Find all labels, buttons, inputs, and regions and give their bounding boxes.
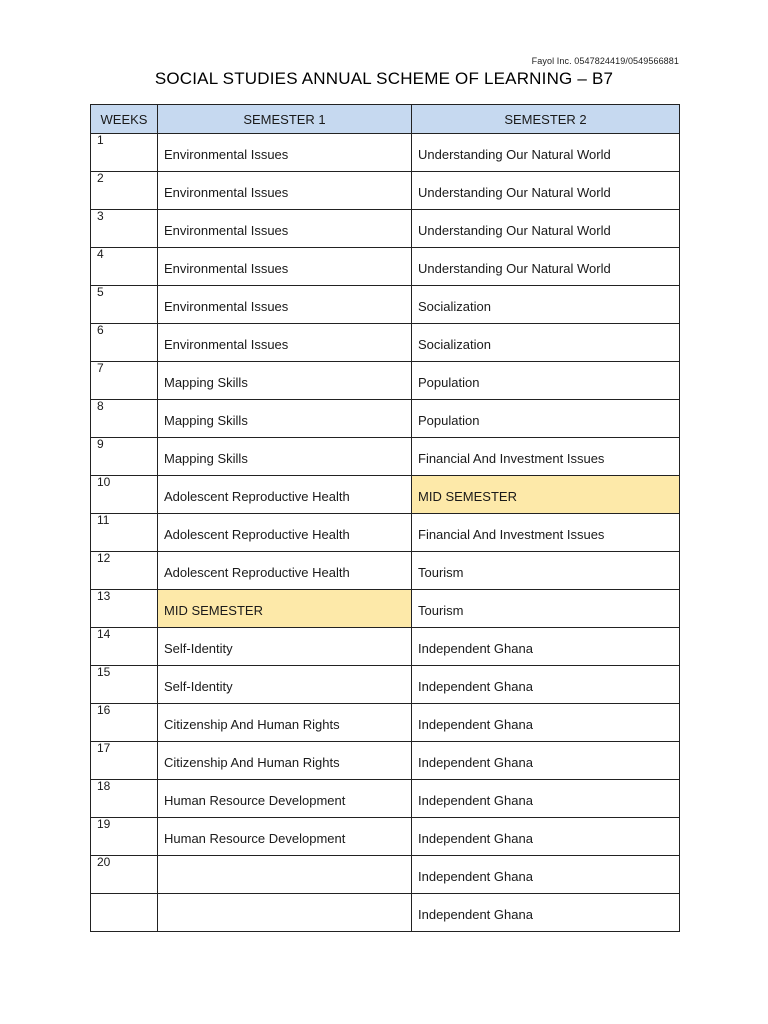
table-row bbox=[91, 666, 680, 704]
table-row bbox=[91, 742, 680, 780]
week-number-cell: 1 bbox=[91, 134, 158, 172]
semester-1-topic-cell bbox=[158, 856, 412, 894]
week-number-cell: 3 bbox=[91, 210, 158, 248]
column-header-weeks: WEEKS bbox=[91, 105, 158, 134]
week-number-cell: 14 bbox=[91, 628, 158, 666]
week-number-cell: 7 bbox=[91, 362, 158, 400]
week-number-cell: 19 bbox=[91, 818, 158, 856]
week-number-cell: 10 bbox=[91, 476, 158, 514]
week-number-cell bbox=[91, 894, 158, 932]
semester-1-topic-cell: Mapping Skills bbox=[158, 400, 412, 438]
scheme-table bbox=[90, 104, 680, 932]
semester-2-topic-cell: Tourism bbox=[412, 552, 680, 590]
semester-2-topic-cell: Understanding Our Natural World bbox=[412, 134, 680, 172]
table-row bbox=[91, 590, 680, 628]
semester-2-mid-semester-cell: MID SEMESTER bbox=[412, 476, 680, 514]
semester-2-topic-cell: Understanding Our Natural World bbox=[412, 210, 680, 248]
semester-2-topic-cell: Independent Ghana bbox=[412, 894, 680, 932]
week-number-cell: 12 bbox=[91, 552, 158, 590]
table-row bbox=[91, 704, 680, 742]
semester-1-topic-cell: Mapping Skills bbox=[158, 438, 412, 476]
semester-2-topic-cell: Independent Ghana bbox=[412, 666, 680, 704]
header-row bbox=[91, 105, 680, 134]
week-number-cell: 13 bbox=[91, 590, 158, 628]
column-header-semester-1: SEMESTER 1 bbox=[158, 105, 412, 134]
table-row bbox=[91, 362, 680, 400]
table-row bbox=[91, 438, 680, 476]
semester-1-topic-cell: Self-Identity bbox=[158, 628, 412, 666]
table-row bbox=[91, 818, 680, 856]
semester-1-topic-cell: Adolescent Reproductive Health bbox=[158, 476, 412, 514]
week-number-cell: 5 bbox=[91, 286, 158, 324]
semester-1-topic-cell: Environmental Issues bbox=[158, 286, 412, 324]
table-row bbox=[91, 400, 680, 438]
table-row bbox=[91, 514, 680, 552]
table-row bbox=[91, 894, 680, 932]
semester-1-topic-cell: Self-Identity bbox=[158, 666, 412, 704]
table-row bbox=[91, 324, 680, 362]
week-number-cell: 6 bbox=[91, 324, 158, 362]
semester-1-topic-cell: Mapping Skills bbox=[158, 362, 412, 400]
semester-2-topic-cell: Independent Ghana bbox=[412, 628, 680, 666]
semester-1-topic-cell: Citizenship And Human Rights bbox=[158, 704, 412, 742]
semester-1-topic-cell: Environmental Issues bbox=[158, 248, 412, 286]
semester-1-topic-cell: Environmental Issues bbox=[158, 134, 412, 172]
week-number-cell: 15 bbox=[91, 666, 158, 704]
table-row bbox=[91, 780, 680, 818]
table-row bbox=[91, 286, 680, 324]
table-row bbox=[91, 552, 680, 590]
table-row bbox=[91, 210, 680, 248]
semester-2-topic-cell: Population bbox=[412, 400, 680, 438]
semester-1-topic-cell: Environmental Issues bbox=[158, 324, 412, 362]
table-header bbox=[91, 105, 680, 134]
semester-1-topic-cell: Environmental Issues bbox=[158, 172, 412, 210]
week-number-cell: 4 bbox=[91, 248, 158, 286]
semester-2-topic-cell: Financial And Investment Issues bbox=[412, 438, 680, 476]
semester-2-topic-cell: Socialization bbox=[412, 324, 680, 362]
semester-1-topic-cell: Adolescent Reproductive Health bbox=[158, 552, 412, 590]
semester-2-topic-cell: Independent Ghana bbox=[412, 780, 680, 818]
semester-2-topic-cell: Understanding Our Natural World bbox=[412, 248, 680, 286]
page-title: SOCIAL STUDIES ANNUAL SCHEME OF LEARNING – B7 bbox=[154, 69, 614, 88]
week-number-cell: 8 bbox=[91, 400, 158, 438]
table-row bbox=[91, 856, 680, 894]
semester-1-topic-cell bbox=[158, 894, 412, 932]
semester-1-topic-cell: Adolescent Reproductive Health bbox=[158, 514, 412, 552]
table-body bbox=[91, 134, 680, 932]
table-row bbox=[91, 628, 680, 666]
semester-2-topic-cell: Independent Ghana bbox=[412, 818, 680, 856]
week-number-cell: 18 bbox=[91, 780, 158, 818]
semester-2-topic-cell: Socialization bbox=[412, 286, 680, 324]
week-number-cell: 11 bbox=[91, 514, 158, 552]
semester-2-topic-cell: Population bbox=[412, 362, 680, 400]
column-header-semester-2: SEMESTER 2 bbox=[412, 105, 680, 134]
semester-1-topic-cell: Citizenship And Human Rights bbox=[158, 742, 412, 780]
semester-2-topic-cell: Independent Ghana bbox=[412, 704, 680, 742]
semester-1-topic-cell: Human Resource Development bbox=[158, 780, 412, 818]
week-number-cell: 17 bbox=[91, 742, 158, 780]
semester-2-topic-cell: Financial And Investment Issues bbox=[412, 514, 680, 552]
week-number-cell: 20 bbox=[91, 856, 158, 894]
table-row bbox=[91, 248, 680, 286]
semester-1-topic-cell: Human Resource Development bbox=[158, 818, 412, 856]
week-number-cell: 16 bbox=[91, 704, 158, 742]
semester-1-topic-cell: Environmental Issues bbox=[158, 210, 412, 248]
week-number-cell: 9 bbox=[91, 438, 158, 476]
semester-1-mid-semester-cell: MID SEMESTER bbox=[158, 590, 412, 628]
contact-note: Fayol Inc. 0547824419/0549566881 bbox=[531, 56, 679, 66]
table-row bbox=[91, 172, 680, 210]
table-row bbox=[91, 134, 680, 172]
table-row bbox=[91, 476, 680, 514]
semester-2-topic-cell: Independent Ghana bbox=[412, 742, 680, 780]
week-number-cell: 2 bbox=[91, 172, 158, 210]
semester-2-topic-cell: Independent Ghana bbox=[412, 856, 680, 894]
semester-2-topic-cell: Understanding Our Natural World bbox=[412, 172, 680, 210]
semester-2-topic-cell: Tourism bbox=[412, 590, 680, 628]
